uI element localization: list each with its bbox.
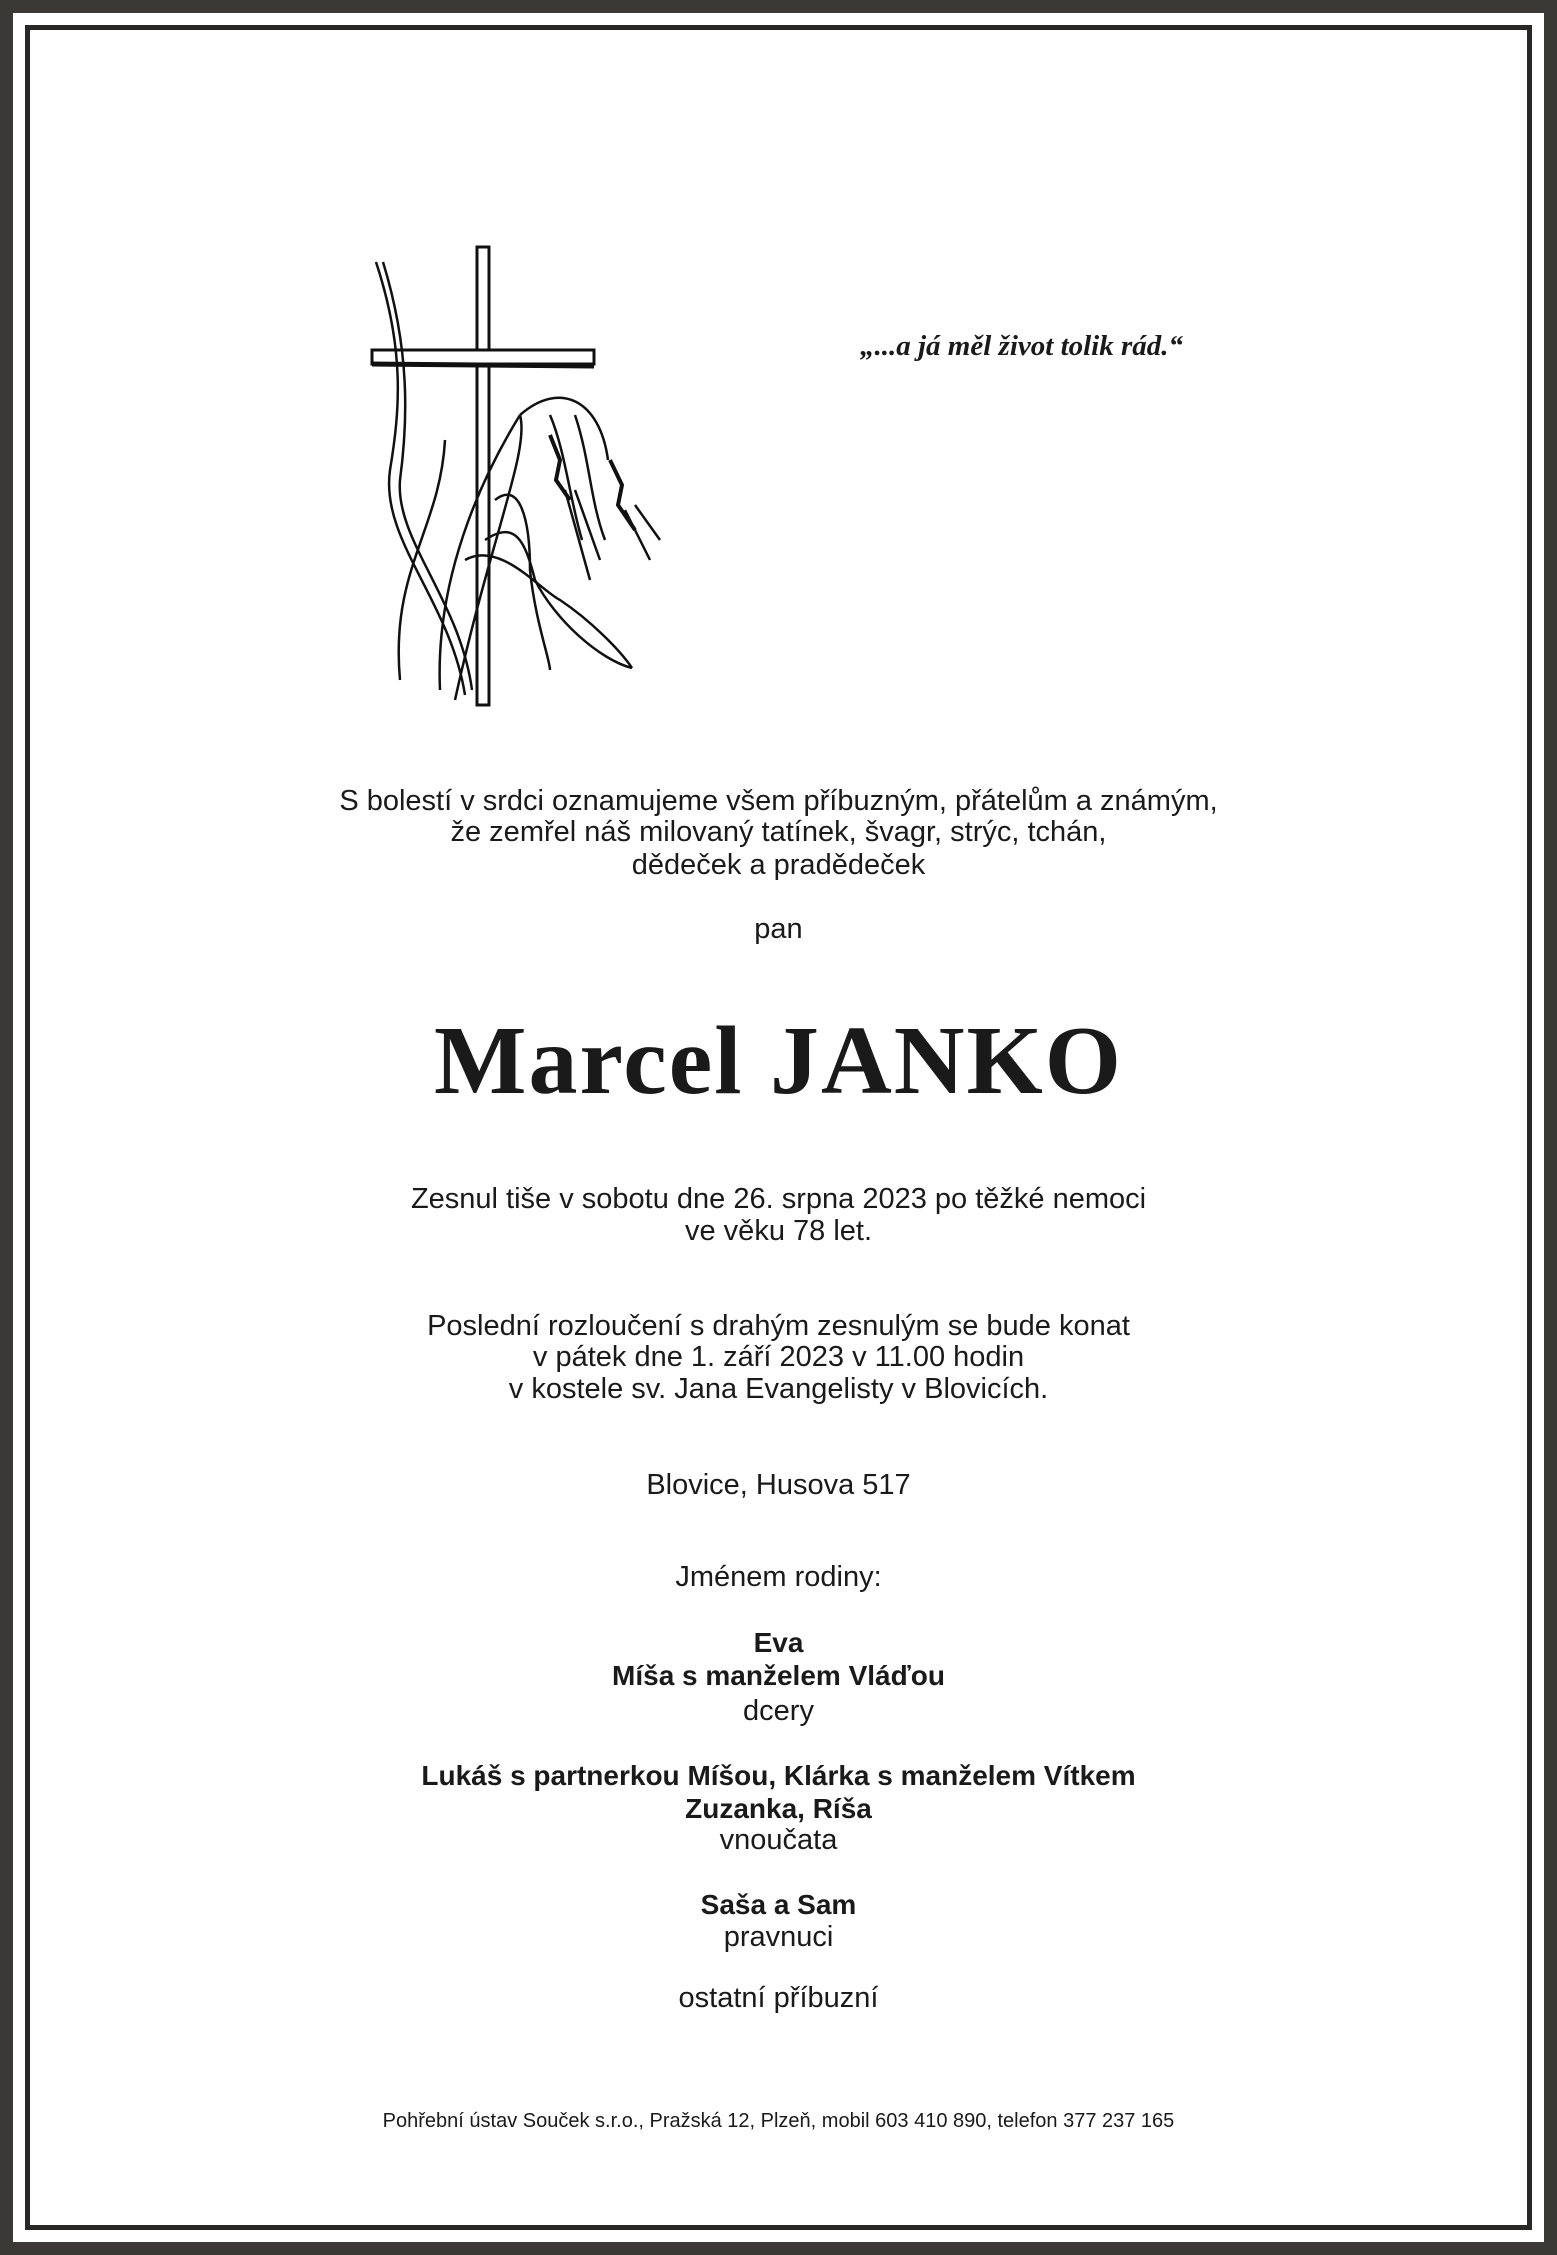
funeral-home-footer: Pohřební ústav Souček s.r.o., Pražská 12, Plzeň, mobil 603 410 890, telefon 377 237 165: [382, 2110, 1175, 2132]
grandchildren-names: Zuzanka, Ríša: [685, 1793, 872, 1824]
announcement-line: že zemřel náš milovaný tatínek, švagr, strýc, tchán,: [450, 816, 1107, 848]
daughter-name: Míša s manželem Vláďou: [612, 1660, 945, 1691]
farewell-line: v kostele sv. Jana Evangelisty v Blovicích.: [508, 1373, 1049, 1405]
cross-with-wheat-icon: [360, 240, 690, 720]
quote: „...a já měl život tolik rád.“: [860, 330, 1184, 362]
farewell-line: Poslední rozloučení s drahým zesnulým se bude konat: [427, 1310, 1130, 1342]
great-grandchildren-names: Saša a Sam: [700, 1889, 857, 1920]
great-grandchildren-label: pravnuci: [723, 1921, 834, 1953]
announcement-line: dědeček a pradědeček: [631, 849, 926, 881]
grandchildren-label: vnoučata: [719, 1824, 838, 1856]
daughters-label: dcery: [743, 1695, 814, 1727]
family-intro: Jménem rodiny:: [675, 1561, 882, 1593]
announcement-line: S bolestí v srdci oznamujeme všem příbuzným, přátelům a známým,: [339, 785, 1218, 817]
daughter-name: Eva: [753, 1627, 804, 1658]
death-line: ve věku 78 let.: [685, 1215, 872, 1247]
farewell-line: v pátek dne 1. září 2023 v 11.00 hodin: [532, 1341, 1025, 1373]
other-relatives: ostatní příbuzní: [678, 1982, 879, 2014]
grandchildren-names: Lukáš s partnerkou Míšou, Klárka s manželem Vítkem: [421, 1760, 1136, 1791]
title-prefix: pan: [754, 913, 803, 945]
address: Blovice, Husova 517: [646, 1469, 911, 1501]
death-line: Zesnul tiše v sobotu dne 26. srpna 2023 po těžké nemoci: [410, 1183, 1147, 1215]
deceased-name: Marcel JANKO: [434, 1007, 1123, 1115]
